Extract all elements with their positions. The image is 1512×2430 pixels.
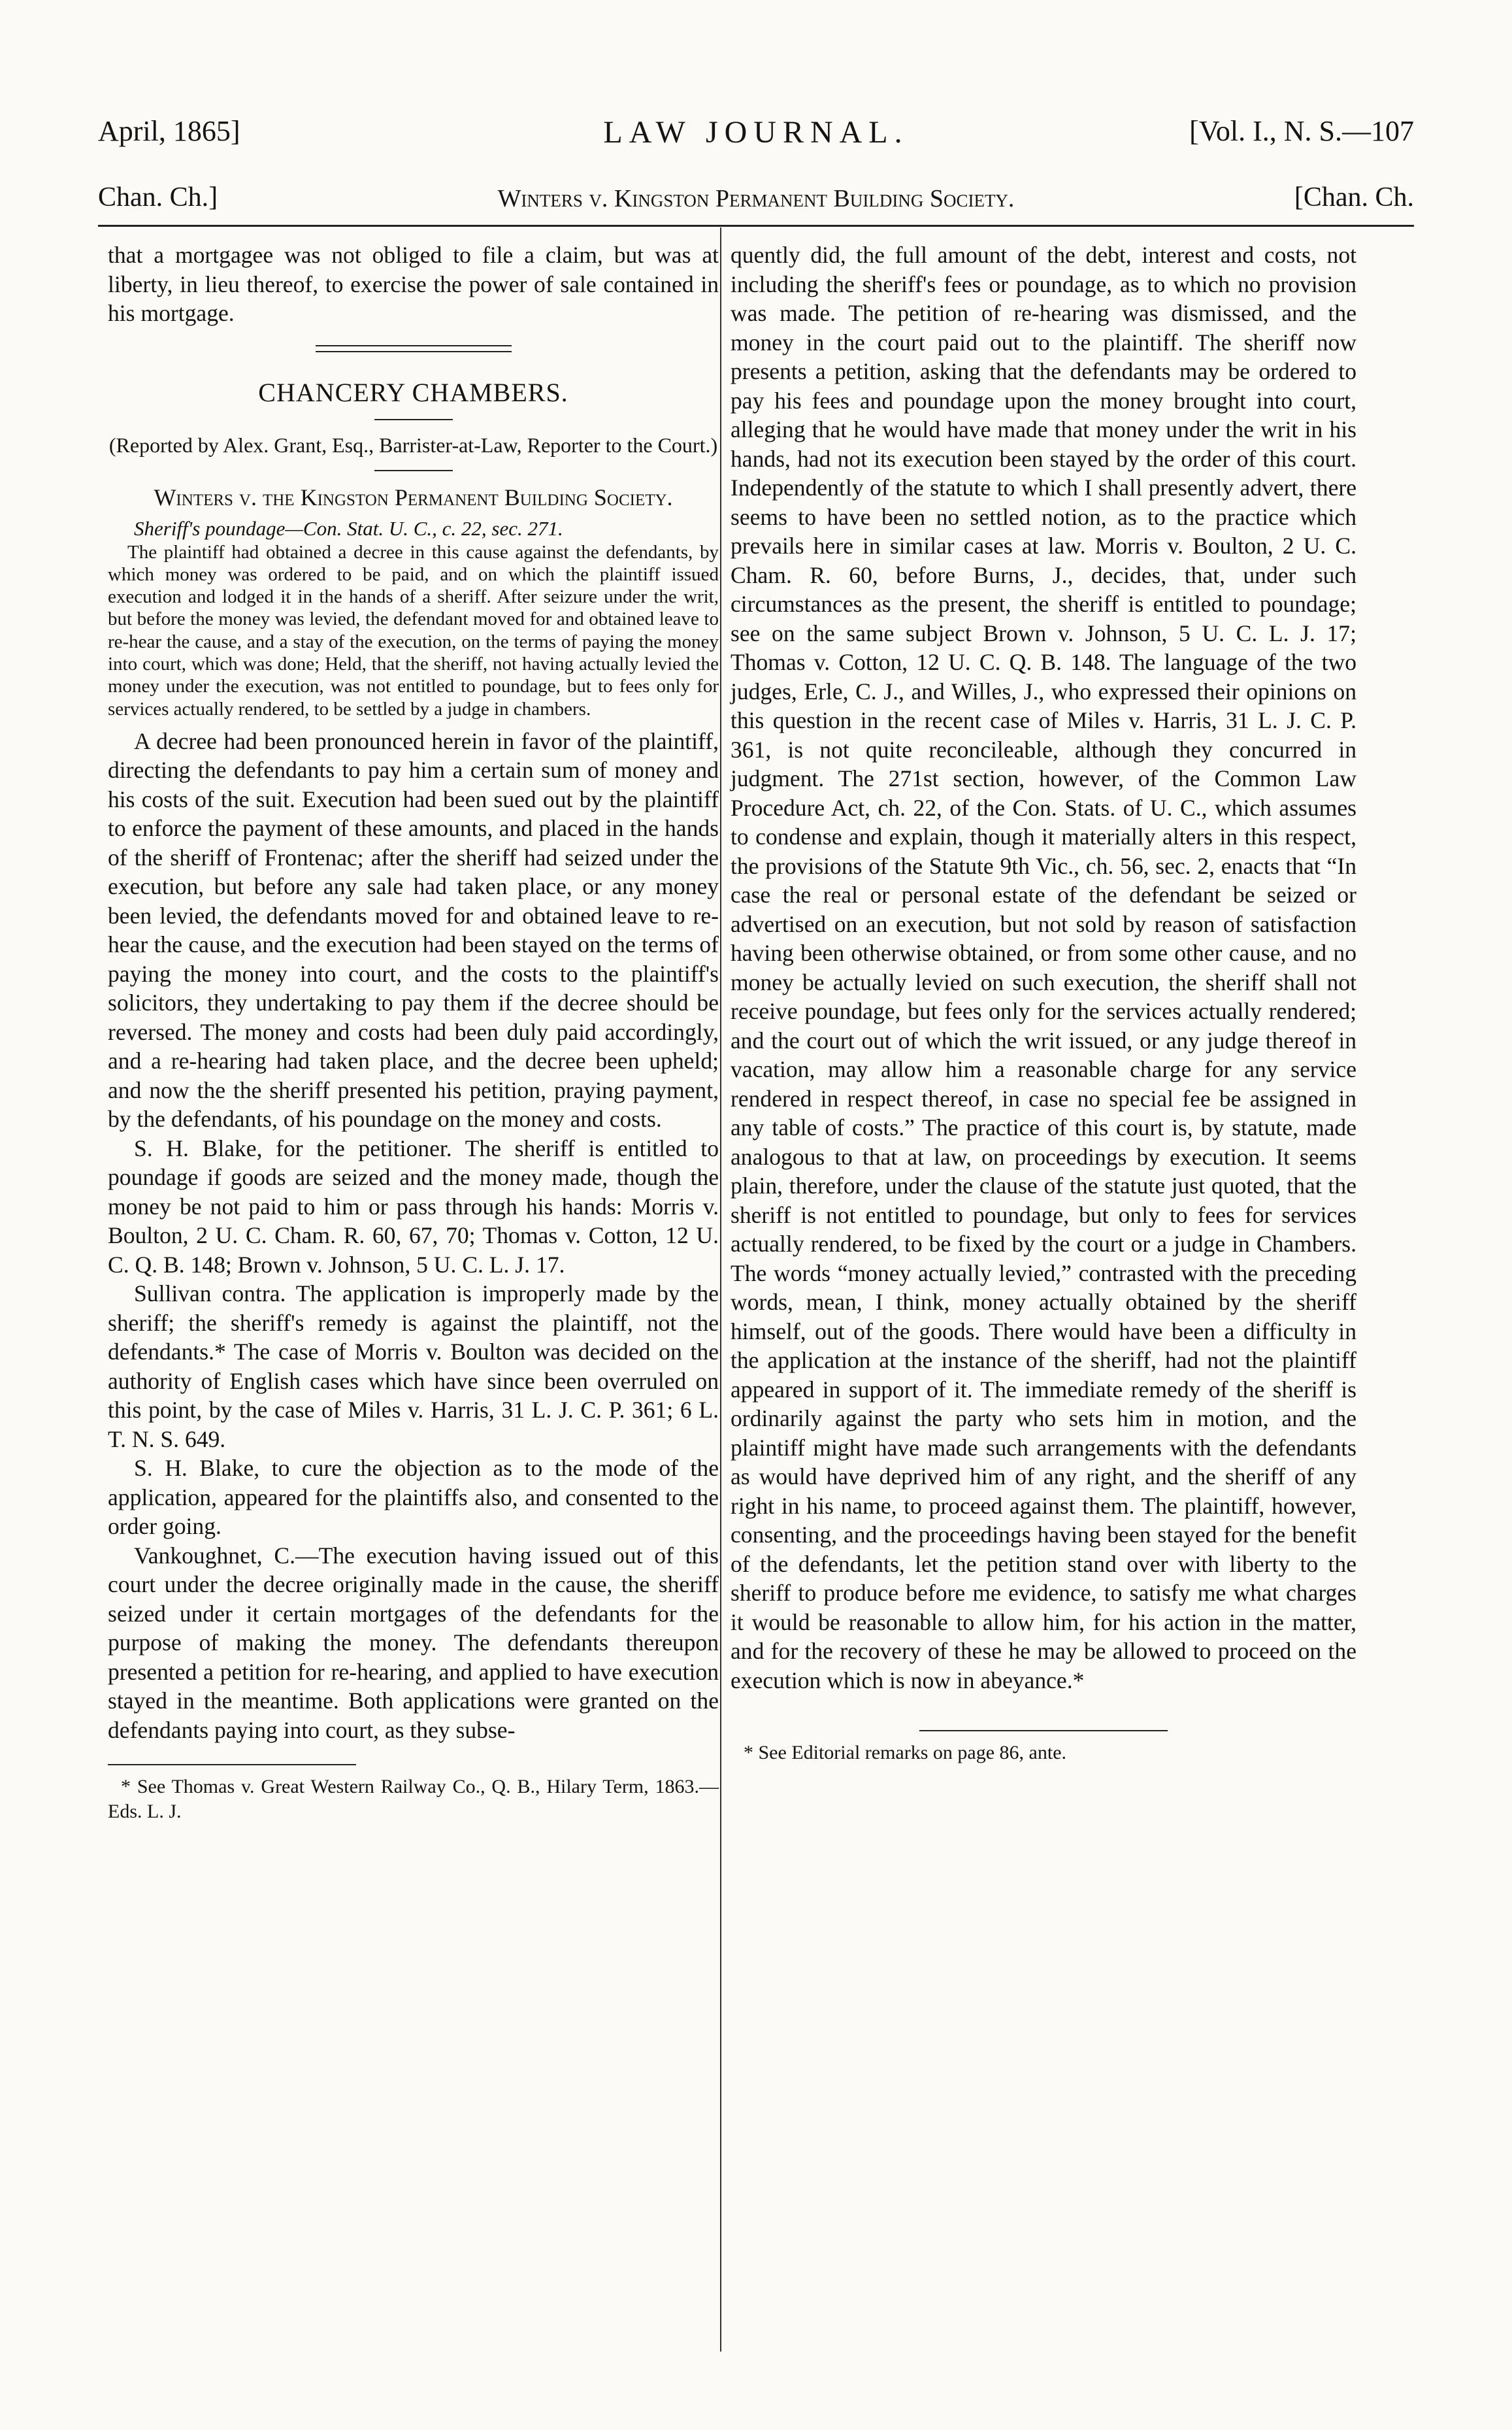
court-right: [Chan. Ch. (1294, 182, 1414, 212)
volume-page: [Vol. I., N. S.—107 (1189, 115, 1414, 147)
footnote: * See Editorial remarks on page 86, ante. (744, 1742, 1067, 1763)
headnote-title: Sheriff's poundage—Con. Stat. U. C., c. 22, sec. 271. (134, 516, 563, 540)
header-rule (98, 225, 1414, 227)
paragraph: Sullivan contra. The application is improperly made by the sheriff; the sheriff's remedy is against the plaintiff, not the defendants.* The case of Morris v. Boulton was decided on the authority of English cases which have since been overruled on this point, by the case of Miles v. Harris, 31 L. J. C. P. 361; 6 L. T. N. S. 649. (108, 1280, 719, 1452)
left-column (108, 241, 719, 1824)
court-left: Chan. Ch.] (98, 182, 218, 212)
reporter-credit: (Reported by Alex. Grant, Esq., Barrister-at-Law, Reporter to the Court.) (108, 433, 718, 457)
paragraph: S. H. Blake, for the petitioner. The sheriff is entitled to poundage if goods are seized and the money made, though the money be not paid to him or pass through his hands: Morris v. Boulton, 2 U. C. Cham. R. 60, 67, 70; Thomas v. Cotton, 12 U. C. Q. B. 148; Brown v. Johnson, 5 U. C. L. J. 17. (108, 1135, 719, 1278)
case-name: Winters v. the Kingston Permanent Building Society. (154, 484, 673, 510)
short-rule (374, 419, 453, 420)
column-divider (720, 227, 721, 2352)
footnote: * See Thomas v. Great Western Railway Co., Q. B., Hilary Term, 1863.—Eds. L. J. (108, 1776, 719, 1823)
headnote: The plaintiff had obtained a decree in this cause against the defendants, by which money was ordered to be paid, and on which the plaintiff issued execution and lodged it in the hands of a sheriff. After seizure under the writ, but before the money was levied, the defendant moved for and obtained leave to re-hear the cause, and a stay of the execution, on the terms of paying the money into court, which was done; Held, that the sheriff, not having actually levied the money under the execution, was not entitled to poundage, but to fees only for services actually rendered, to be settled by a judge in chambers. (108, 541, 719, 720)
case-header-title: Winters v. Kingston Permanent Building Society. (497, 185, 1015, 212)
paragraph: S. H. Blake, to cure the objection as to the mode of the application, appeared for the plaintiffs also, and consented to the order going. (108, 1455, 719, 1540)
paragraph: A decree had been pronounced herein in favor of the plaintiff, directing the defendants to pay him a certain sum of money and his costs of the suit. Execution had been sued out by the plaintiff to enforce the payment of these amounts, and placed in the hands of the sheriff of Frontenac; after the sheriff had seized under the execution, but before any sale had taken place, or any money been levied, the defendants moved for and obtained leave to re-hear the cause, and the execution had been stayed on the terms of paying the money into court, and the costs to the plaintiff's solicitors, they undertaking to pay them if the decree should be reversed. The money and costs had been duly paid accordingly, and a re-hearing had taken place, and the decree been upheld; and now the the sheriff presented his petition, praying payment, by the defendants, of his poundage on the money and costs. (108, 727, 719, 1133)
double-rule (316, 345, 512, 352)
case-header (98, 182, 1414, 221)
footnote-rule (108, 1764, 356, 1765)
section-title: CHANCERY CHAMBERS. (258, 377, 568, 407)
intro-paragraph: that a mortgagee was not obliged to file a claim, but was at liberty, in lieu thereof, to exercise the power of sale contained in his mortgage. (108, 242, 719, 326)
paragraph: Vankoughnet, C.—The execution having issued out of this court under the decree originally made in the cause, the sheriff seized under it certain mortgages of the defendants for the purpose of making the money. The defendants thereupon presented a petition for re-hearing, and applied to have execution stayed in the meantime. Both applications were granted on the defendants paying into court, as they subse- (108, 1542, 719, 1743)
running-header (98, 114, 1414, 160)
journal-title: LAW JOURNAL. (603, 115, 909, 150)
right-column (731, 241, 1356, 1765)
short-rule-2 (374, 470, 453, 471)
footnote-rule (919, 1730, 1168, 1731)
paragraph: quently did, the full amount of the debt, interest and costs, not including the sheriff's fees or poundage, as to which no provision was made. The petition of re-hearing was dismissed, and the money in the court paid out to the plaintiff. The sheriff now presents a petition, asking that the defendants may be ordered to pay his fees and poundage upon the money brought into court, alleging that he would have made that money under the writ in his hands, had not its execution been stayed by the order of this court. Independently of the statute to which I shall presently advert, there seems to have been no settled notion, as to the practice which prevails here in similar cases at law. Morris v. Boulton, 2 U. C. Cham. R. 60, before Burns, J., decides, that, under such circumstances as the present, the sheriff is entitled to poundage; see on the same subject Brown v. Johnson, 5 U. C. L. J. 17; Thomas v. Cotton, 12 U. C. Q. B. 148. The language of the two judges, Erle, C. J., and Willes, J., who expressed their opinions on this question in the recent case of Miles v. Harris, 31 L. J. C. P. 361, is not quite reconcileable, although they concurred in judgment. The 271st section, however, of the Common Law Procedure Act, ch. 22, of the Con. Stats. of U. C., which assumes to condense and explain, though it materially alters in this respect, the provisions of the Statute 9th Vic., ch. 56, sec. 2, enacts that “In case the real or personal estate of the defendant be seized or advertised on an execution, but not sold by reason of satisfaction having been otherwise obtained, or from some other cause, and no money be actually levied on such execution, the sheriff shall not receive poundage, but fees only for the services actually rendered; and the court out of which the writ issued, or any judge thereof in vacation, may allow him a reasonable charge for any service rendered in respect thereof, in case no special fee be assigned in any table of costs.” The practice of this court is, by statute, made analogous to that at law, on proceedings by execution. It seems plain, therefore, under the clause of the statute just quoted, that the sheriff is not entitled to poundage, but only to fees for services actually rendered, to be fixed by the court or a judge in Chambers. The words “money actually levied,” contrasted with the preceding words, mean, I think, money actually obtained by the sheriff himself, out of the goods. There would have been a difficulty in the application at the instance of the sheriff, had not the plaintiff appeared in support of it. The immediate remedy of the sheriff is ordinarily against the party who sets him in motion, and the plaintiff might have made such arrangements with the defendants as would have deprived him of any right, and the sheriff of any right in his name, to proceed against them. The plaintiff, however, consenting, and the proceedings having been stayed for the benefit of the defendants, let the petition stand over with liberty to the sheriff to produce before me evidence, to satisfy me what charges it would be reasonable to allow him, for his action in the matter, and for the recovery of these he may be allowed to proceed on the execution which is now in abeyance.* (731, 242, 1356, 1693)
header-date: April, 1865] (98, 115, 240, 147)
